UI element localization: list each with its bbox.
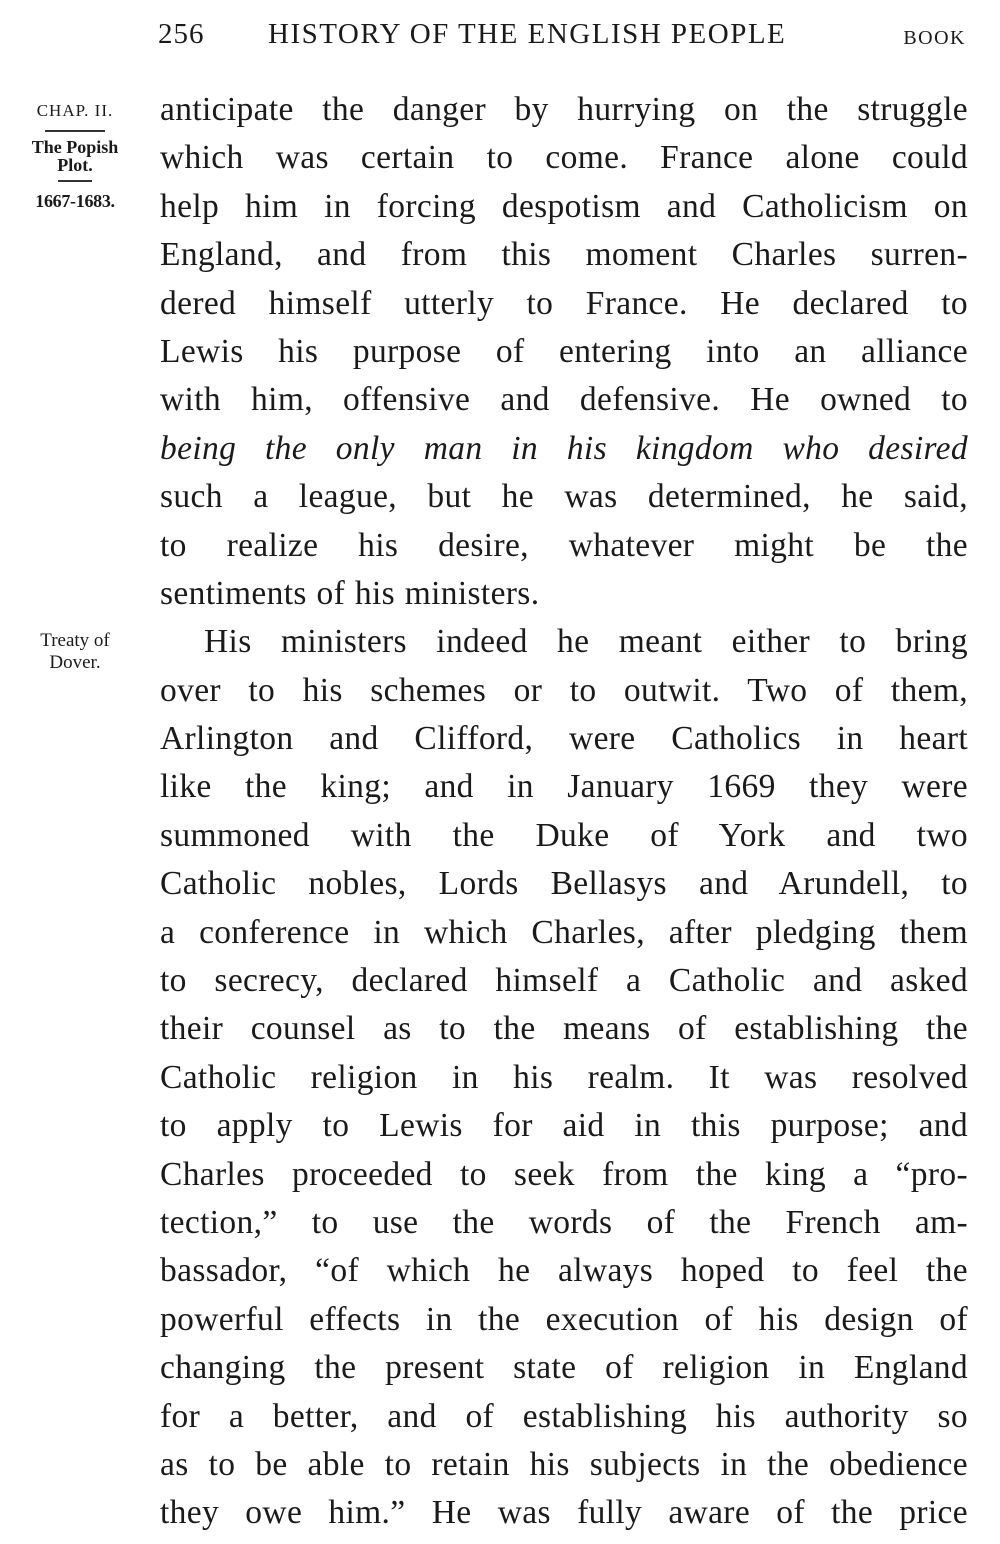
text-line: Lewis his purpose of entering into an alliance	[160, 332, 968, 370]
text-line: dered himself utterly to France. He declared to	[160, 284, 968, 322]
section-title-line2: Plot.	[57, 155, 93, 175]
margin-rule	[45, 130, 105, 132]
margin-rule-short	[58, 180, 92, 182]
text-line: England, and from this moment Charles surren-	[160, 236, 968, 274]
text-line: for a better, and of establishing his authority so	[160, 1397, 968, 1435]
text-line: as to be able to retain his subjects in the obedience	[160, 1445, 968, 1483]
text-line: help him in forcing despotism and Catholicism on	[160, 187, 968, 225]
text-line: such a league, but he was determined, he said,	[160, 478, 968, 516]
text-line: powerful effects in the execution of his design of	[160, 1300, 968, 1338]
margin-chapter-note	[0, 100, 150, 212]
text-line-italic	[160, 425, 968, 473]
date-range: 1667-1683.	[35, 190, 115, 211]
book-label: BOOK	[903, 27, 966, 49]
paragraph-2	[160, 618, 968, 1537]
text-line: bassador, “of which he always hoped to feel the	[160, 1252, 968, 1290]
italic-phrase: who desired	[753, 429, 969, 467]
italic-phrase: being the only man in his	[160, 429, 636, 467]
text-line: summoned with the Duke of York and two	[160, 816, 968, 854]
paragraph-1	[160, 86, 968, 618]
body-text	[160, 86, 968, 1538]
text-line: anticipate the danger by hurrying on the struggle	[160, 91, 968, 128]
text-line: which was certain to come. France alone could	[160, 139, 968, 177]
treaty-note-line1: Treaty of	[40, 630, 110, 651]
treaty-note-line2: Dover.	[49, 652, 101, 673]
text-line: with him, offensive and defensive. He owned to	[160, 381, 968, 419]
text-line: their counsel as to the means of establishing the	[160, 1010, 968, 1048]
text-line: a conference in which Charles, after pledging them	[160, 913, 968, 951]
chapter-label: CHAP. II.	[36, 101, 114, 120]
text-line: Charles proceeded to seek from the king a “pro-	[160, 1155, 968, 1193]
page-number: 256	[158, 18, 205, 50]
italic-word: kingdom	[635, 429, 754, 467]
text-line: Catholic religion in his realm. It was resolved	[160, 1058, 968, 1096]
text-line: tection,” to use the words of the French am-	[160, 1203, 968, 1241]
text-line: to apply to Lewis for aid in this purpose; and	[160, 1107, 968, 1145]
section-title-line1: The Popish	[31, 137, 119, 157]
text-line: sentiments of his ministers.	[160, 574, 540, 612]
text-line: like the king; and in January 1669 they were	[160, 768, 968, 806]
text-line: they owe him.” He was fully aware of the price	[160, 1494, 968, 1532]
book-title: HISTORY OF THE ENGLISH PEOPLE	[268, 18, 787, 50]
running-head	[158, 14, 970, 54]
text-line: to secrecy, declared himself a Catholic and asked	[160, 962, 968, 1000]
text-line: to realize his desire, whatever might be the	[160, 526, 968, 564]
text-line: Catholic nobles, Lords Bellasys and Arundell, to	[160, 865, 968, 903]
text-line: Arlington and Clifford, were Catholics in heart	[160, 720, 968, 758]
margin-treaty-note	[0, 630, 150, 674]
text-line: His ministers indeed he meant either to bring	[204, 623, 968, 661]
text-line: over to his schemes or to outwit. Two of them,	[160, 671, 968, 709]
text-line: changing the present state of religion in England	[160, 1349, 968, 1387]
